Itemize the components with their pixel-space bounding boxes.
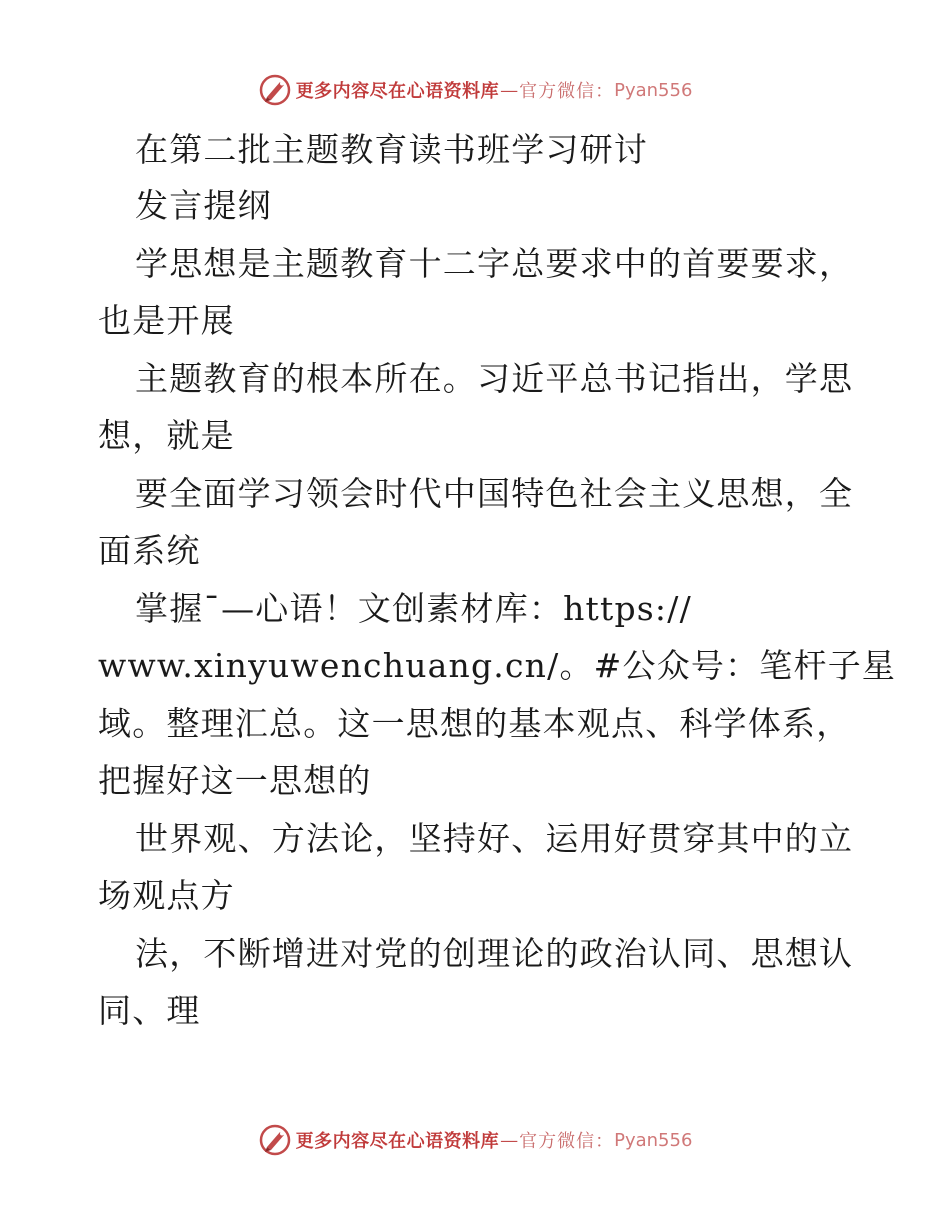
paragraph-line: 世界观、方法论，坚持好、运用好贯穿其中的立 <box>135 819 854 858</box>
watermark-wechat-id: Pyan556 <box>614 1129 693 1151</box>
paragraph-line: 要全面学习领会时代中国特色社会主义思想，全 <box>135 474 854 513</box>
paragraph-line: 域。整理汇总。这一思想的基本观点、科学体系， <box>98 704 851 743</box>
paragraph-line: 想，就是 <box>98 416 235 455</box>
watermark-wechat-label: 官方微信： <box>519 1131 615 1152</box>
paragraph-line: 学思想是主题教育十二字总要求中的首要要求， <box>135 244 854 283</box>
paragraph-line: 掌握¯—心语！文创素材库：https:// <box>135 589 692 628</box>
paragraph-line: 也是开展 <box>98 301 235 340</box>
watermark-dash: — <box>500 1129 519 1151</box>
paragraph-line: 把握好这一思想的 <box>98 761 372 800</box>
paragraph-line: 法，不断增进对党的创理论的政治认同、思想认 <box>135 934 854 973</box>
paragraph-line: 同、理 <box>98 991 201 1030</box>
footer-watermark <box>0 1120 950 1160</box>
watermark-tag: 更多内容尽在心语资料库 <box>295 81 500 102</box>
paragraph-line: www.xinyuwenchuang.cn/。#公众号：笔杆子星 <box>98 646 897 685</box>
document-title-line-2: 发言提纲 <box>135 186 272 225</box>
document-title-line-1: 在第二批主题教育读书班学习研讨 <box>135 130 648 169</box>
watermark-wechat-label: 官方微信： <box>519 81 615 102</box>
paragraph-line: 主题教育的根本所在。习近平总书记指出，学思 <box>135 359 854 398</box>
watermark-wechat-id: Pyan556 <box>614 79 693 101</box>
paragraph-line: 场观点方 <box>98 876 235 915</box>
brush-pen-logo-icon <box>258 73 292 107</box>
watermark-dash: — <box>500 79 519 101</box>
header-watermark <box>0 70 950 110</box>
watermark-tag: 更多内容尽在心语资料库 <box>295 1131 500 1152</box>
brush-pen-logo-icon <box>258 1123 292 1157</box>
paragraph-line: 面系统 <box>98 531 201 570</box>
